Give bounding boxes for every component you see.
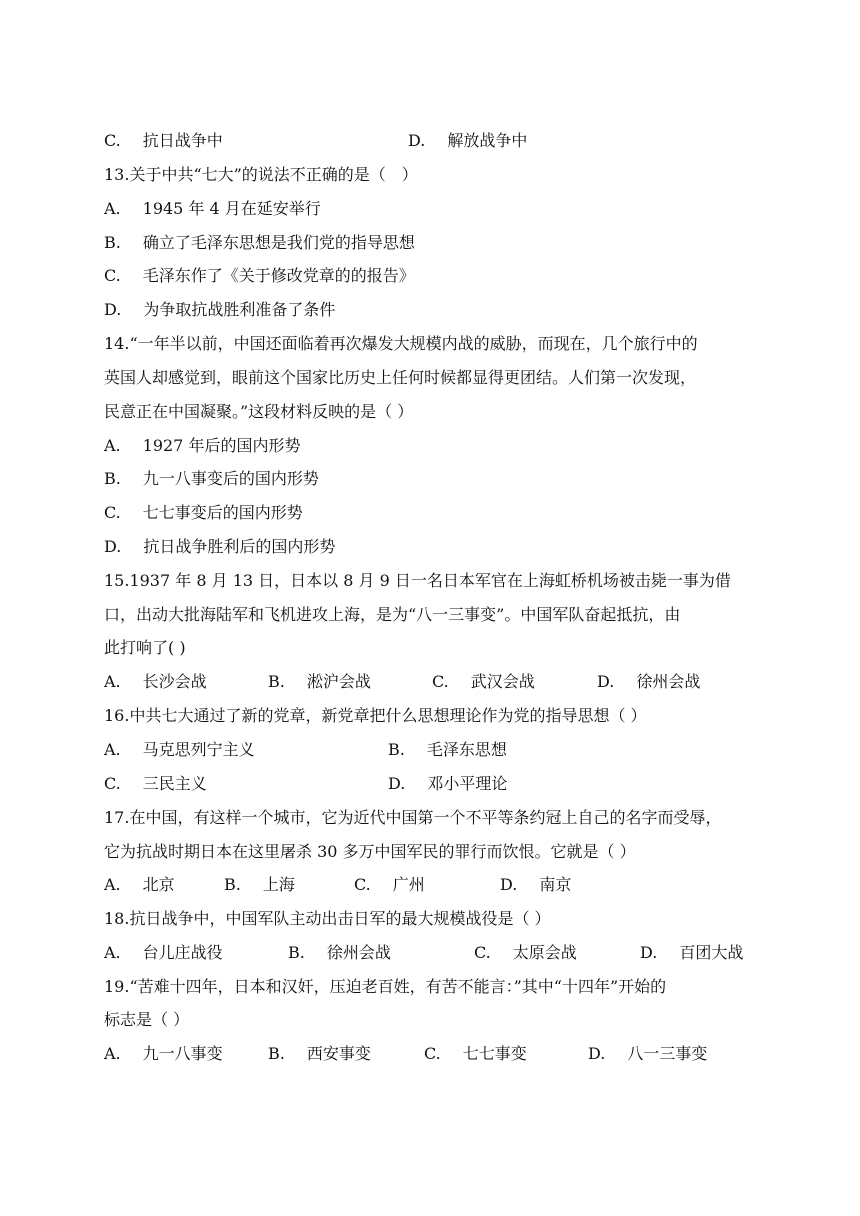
q14-option-b: B. 九一八事变后的国内形势 xyxy=(104,469,319,488)
q19-stem-line-2: 标志是（ ） xyxy=(104,1010,190,1029)
q19-stem-line-1: 19.“苦难十四年，日本和汉奸，压迫老百姓，有苦不能言：”其中“十四年”开始的 xyxy=(104,977,667,996)
q19-options-row xyxy=(104,1042,768,1066)
q14-option-d: D. 抗日战争胜利后的国内形势 xyxy=(104,537,336,556)
q16-stem: 16.中共七大通过了新的党章，新党章把什么思想理论作为党的指导思想（ ） xyxy=(104,706,647,725)
q19-option-d: D. 八一三事变 xyxy=(588,1044,708,1063)
q14-option-c: C. 七七事变后的国内形势 xyxy=(104,503,303,522)
q18-stem: 18.抗日战争中，中国军队主动出击日军的最大规模战役是（ ） xyxy=(104,909,551,928)
q17-stem-line-1: 17.在中国，有这样一个城市，它为近代中国第一个不平等条约冠上自己的名字而受辱， xyxy=(104,808,722,827)
q18-option-a: A. 台儿庄战役 xyxy=(104,943,223,962)
q14-option-a: A. 1927 年后的国内形势 xyxy=(104,436,301,455)
q18-options-row xyxy=(104,941,768,965)
q15-stem-line-1: 15.1937 年 8 月 13 日，日本以 8 月 9 日一名日本军官在上海虹桥机场被击毙一事为借 xyxy=(104,571,731,590)
q17-stem-line-2: 它为抗战时期日本在这里屠杀 30 多万中国军民的罪行而饮恨。它就是（ ） xyxy=(104,842,636,861)
q15-stem-line-2: 口，出动大批海陆军和飞机进攻上海，是为“八一三事变”。中国军队奋起抵抗，由 xyxy=(104,605,681,624)
q13-option-b: B. 确立了毛泽东思想是我们党的指导思想 xyxy=(104,233,415,252)
q14-stem-line-3: 民意正在中国凝聚。”这段材料反映的是（ ） xyxy=(104,402,414,421)
q12-option-d: D. 解放战争中 xyxy=(408,131,528,150)
q18-option-b: B. 徐州会战 xyxy=(288,943,391,962)
q18-option-d: D. 百团大战 xyxy=(640,943,744,962)
q13-option-d: D. 为争取抗战胜利准备了条件 xyxy=(104,300,336,319)
q17-option-c: C. 广州 xyxy=(354,875,425,894)
q14-stem-line-1: 14.“一年半以前，中国还面临着再次爆发大规模内战的威胁，而现在，几个旅行中的 xyxy=(104,334,698,353)
q18-option-c: C. 太原会战 xyxy=(474,943,577,962)
q19-option-c: C. 七七事变 xyxy=(424,1044,527,1063)
q13-option-c: C. 毛泽东作了《关于修改党章的的报告》 xyxy=(104,266,415,285)
q17-option-b: B. 上海 xyxy=(224,875,295,894)
q16-option-a: A. 马克思列宁主义 xyxy=(104,740,255,759)
q16-options-row-1 xyxy=(104,738,768,762)
q12-option-c: C. 抗日战争中 xyxy=(104,131,223,150)
q17-options-row xyxy=(104,873,768,897)
q16-option-b: B. 毛泽东思想 xyxy=(388,740,507,759)
q13-stem: 13.关于中共“七大”的说法不正确的是（ ） xyxy=(104,165,418,184)
q19-option-b: B. 西安事变 xyxy=(268,1044,371,1063)
q15-option-c: C. 武汉会战 xyxy=(432,672,535,691)
q16-option-c: C. 三民主义 xyxy=(104,774,207,793)
q19-option-a: A. 九一八事变 xyxy=(104,1044,223,1063)
q13-option-a: A. 1945 年 4 月在延安举行 xyxy=(104,199,321,218)
q16-option-d: D. 邓小平理论 xyxy=(388,774,508,793)
q15-option-a: A. 长沙会战 xyxy=(104,672,207,691)
q15-options-row xyxy=(104,670,768,694)
q15-option-b: B. 淞沪会战 xyxy=(268,672,371,691)
q17-option-a: A. 北京 xyxy=(104,875,175,894)
q17-option-d: D. 南京 xyxy=(500,875,572,894)
q15-stem-line-3: 此打响了( ) xyxy=(104,638,186,657)
q15-option-d: D. 徐州会战 xyxy=(597,672,701,691)
q16-options-row-2 xyxy=(104,772,768,796)
q14-stem-line-2: 英国人却感觉到，眼前这个国家比历史上任何时候都显得更团结。人们第一次发现， xyxy=(104,368,697,387)
